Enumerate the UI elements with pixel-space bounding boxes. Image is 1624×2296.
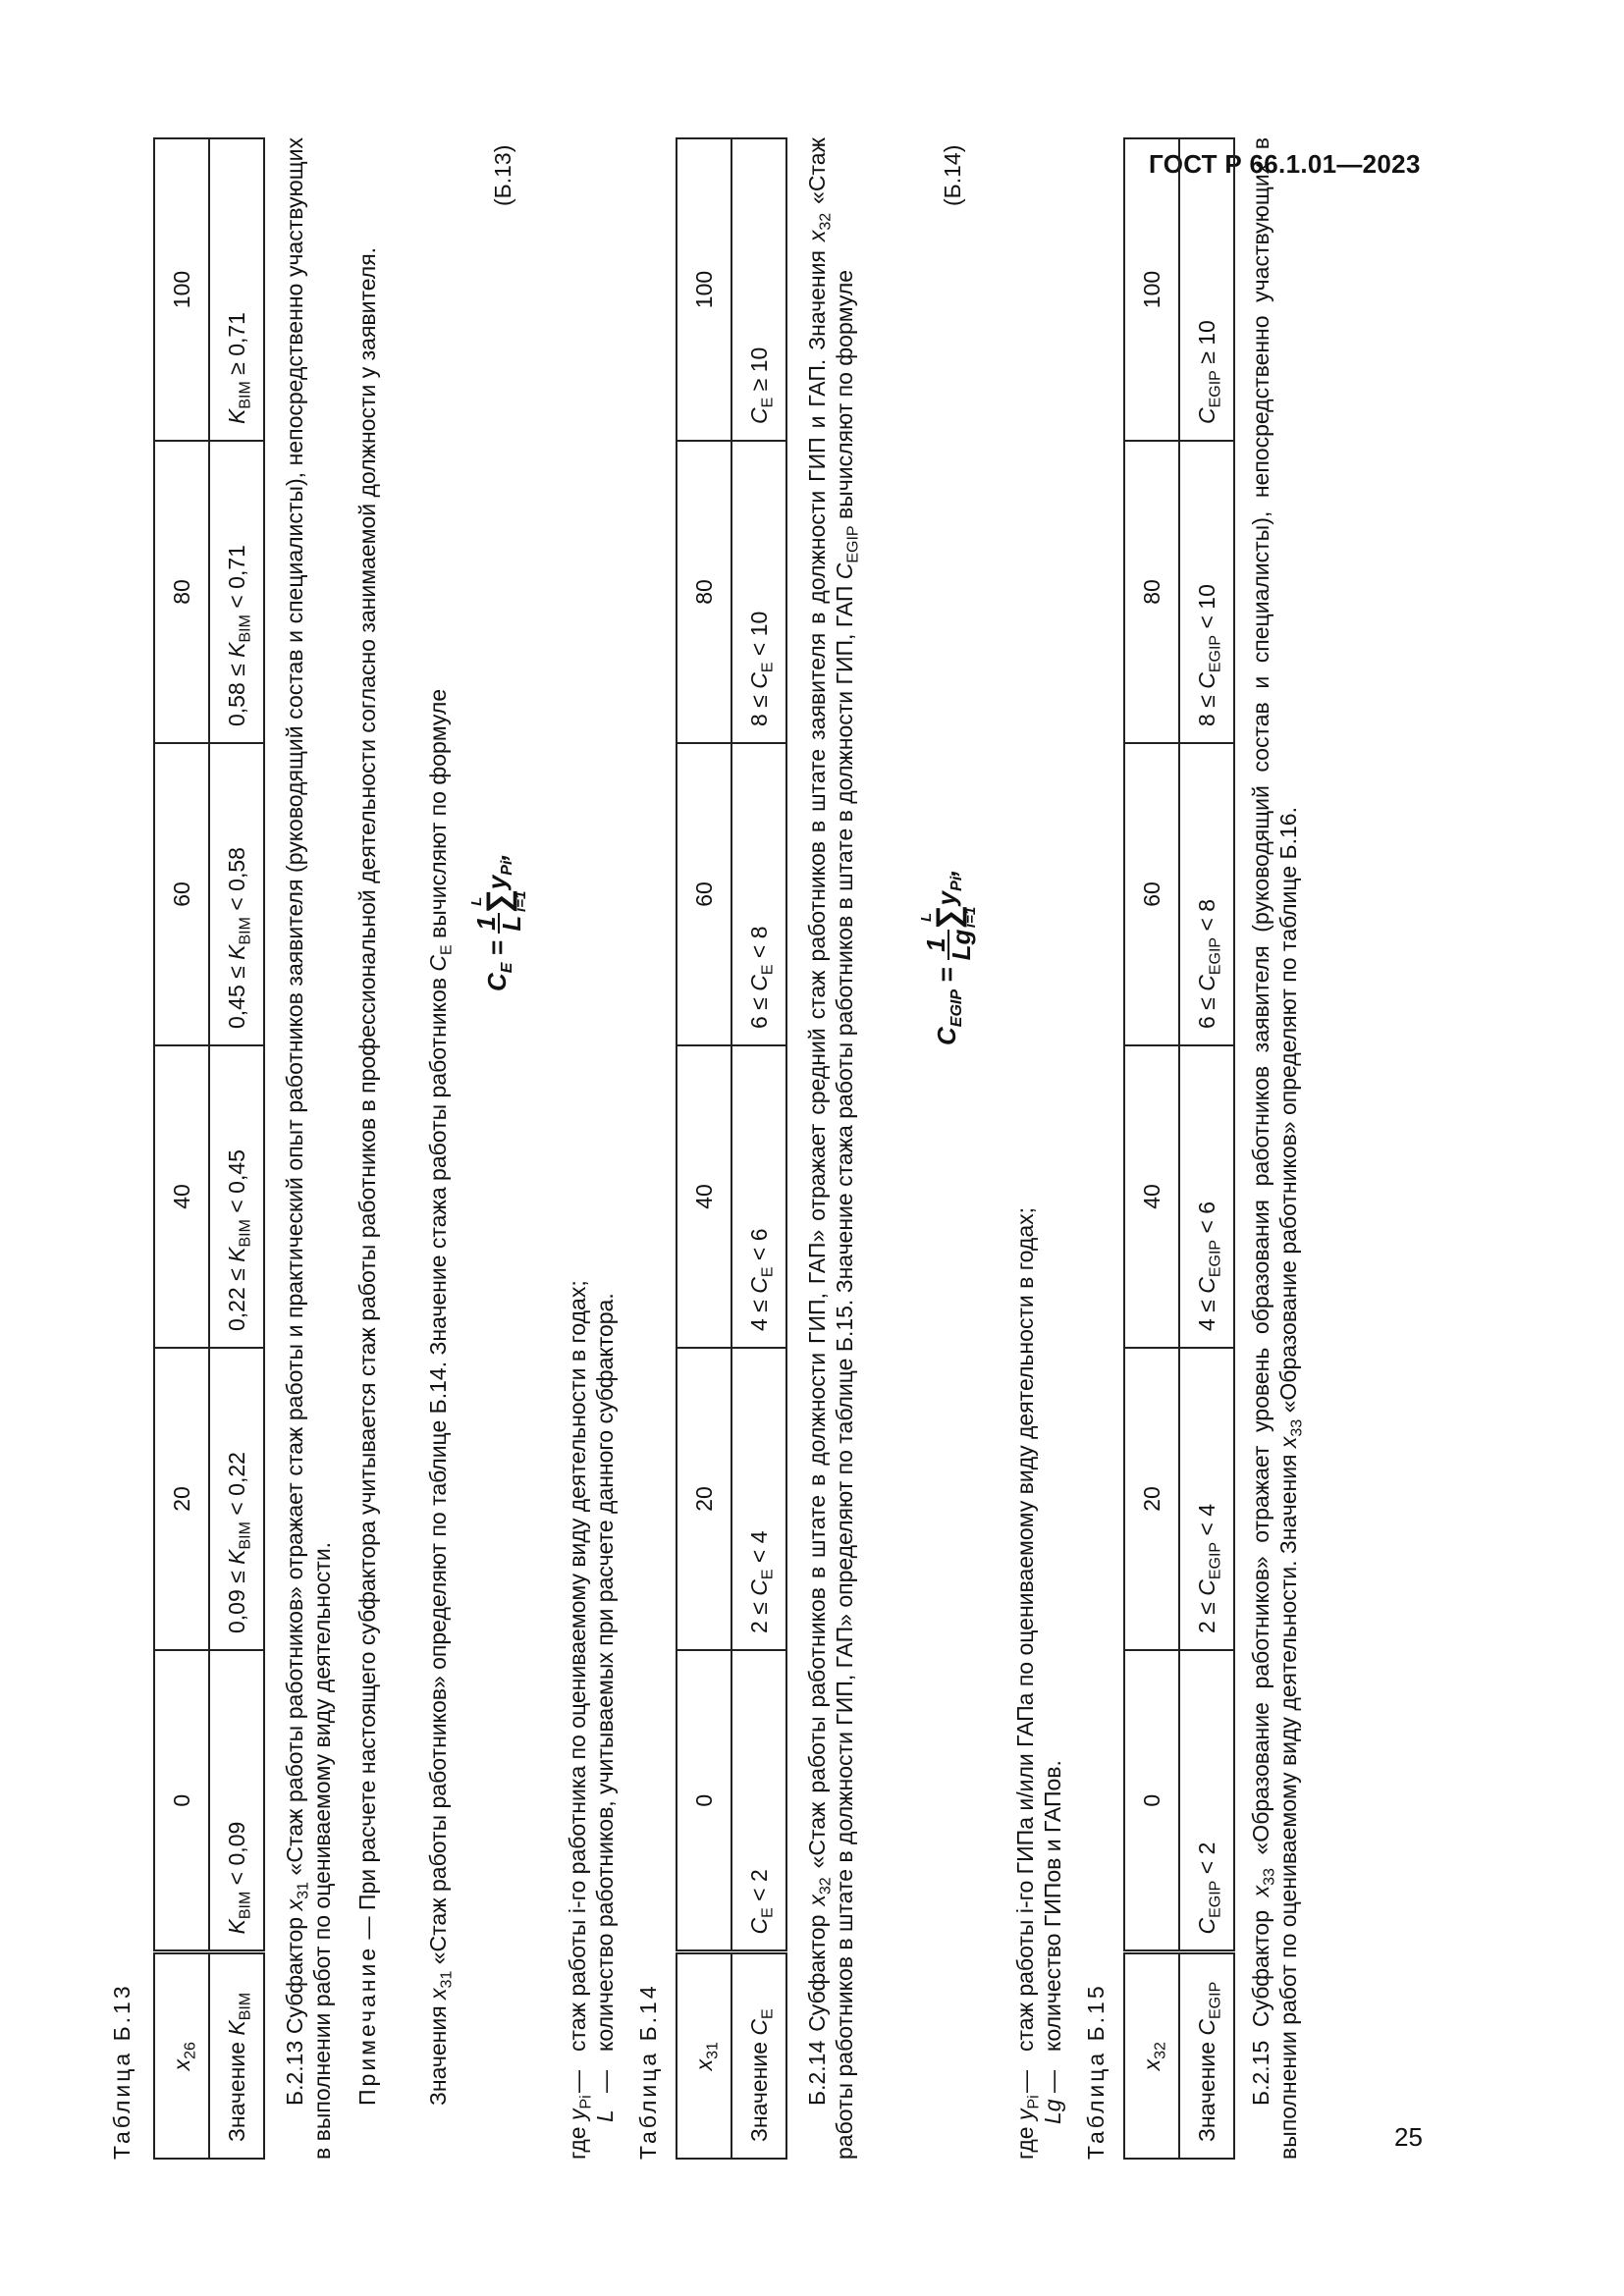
table-cell: $6 \le C_E < 8$ (731, 743, 786, 1045)
table-b13-caption: Таблица Б.13 (109, 1983, 135, 2160)
table-b14-row-label: Значение $C_E$ (731, 1952, 786, 2159)
table-cell: 100 (1124, 138, 1179, 441)
table-cell: $0,58 \le K_{BIM} < 0,71$ (209, 441, 264, 743)
table-b15-caption: Таблица Б.15 (1083, 1983, 1109, 2160)
table-cell: 60 (677, 743, 731, 1045)
table-cell: 60 (1124, 743, 1179, 1045)
table-cell: $K_{BIM} \ge 0,71$ (209, 138, 264, 441)
table-cell: $2 \le C_E < 4$ (731, 1348, 786, 1650)
table-b15 (1123, 137, 1235, 2160)
table-row (1179, 138, 1234, 2159)
table-cell: 80 (1124, 441, 1179, 743)
table-cell: $0,22 \le K_{BIM} < 0,45$ (209, 1045, 264, 1348)
table-cell: 0 (677, 1650, 731, 1952)
table-cell: 40 (154, 1045, 209, 1348)
table-cell: 20 (154, 1348, 209, 1650)
table-cell: $4 \le C_E < 6$ (731, 1045, 786, 1348)
formula-b14: $C_{EGIP}$ = 1 Lg L ∑ i=1 $y_{Pi}$, (918, 869, 979, 1045)
table-cell: 80 (677, 441, 731, 743)
table-cell: 60 (154, 743, 209, 1045)
table-cell: $6 \le C_{EGIP} < 8$ (1179, 743, 1234, 1045)
page-number: 25 (1394, 2122, 1423, 2152)
table-cell: $2 \le C_{EGIP} < 4$ (1179, 1348, 1234, 1650)
table-cell: $0,09 \le K_{BIM} < 0,22$ (209, 1348, 264, 1650)
table-row (154, 138, 209, 2159)
table-cell: $8 \le C_{EGIP} < 10$ (1179, 441, 1234, 743)
table-cell: $C_{EGIP} \ge 10$ (1179, 138, 1234, 441)
table-cell: 100 (677, 138, 731, 441)
rotated-page-content: Таблица Б.13 $x_{26}$ 0 20 40 60 80 100 Значение $K_{BIM}$ $K_{BIM} < 0,09$ $0,09 \le K_{BIM} < 0,22$ $0,22 \le K_{BIM} < 0,45$ $0,45 \le K_{BIM} < 0,58$ $0,58 \le K_{BIM} < 0,71$ $K_{BIM} \ge 0,71$ Б.2.13 Субфактор $x_{31}$ «Стаж работы работников» отражает стаж работы и практический опыт работников заявителя (руководящий состав и специалисты), непосредственно участвующих в выполнении работ по оцениваемому виду деятельности. Примечание — При расчете настоящего субфактора учитывается стаж работы работников в профессиональной деятельности согласно занимаемой должности у заявителя. Значения $x_{31}$ «Стаж работы работников» определяют по таблице Б.14. Значение стажа работы работников $C_E$ вычисляют по формуле $C_E$ = 1 L L ∑ i=1 $y_{Pi}$, (Б.13) где $y_{Pi}$ — стаж работы i-го работника по оцениваемому виду деятельности в годах; L — количество работников, учитываемых при расчете данного субфактора. Таблица Б.14 $x_{31}$ 0 20 40 60 80 100 Значение $C_E$ $C_E < 2$ $2 \le C_E < 4$ $4 \le C_E < 6$ $6 \le C_E < 8$ $8 \le C_E < 10$ $C_E \ge 10$ Б.2.14 Субфактор $x_{32}$ «Стаж работы работников в штате в должности ГИП, ГАП» отражает средний стаж работников в штате заявителя в должности ГИП и ГАП. Значения $x_{32}$ «Стаж работы работников в штате в должности ГИП, ГАП» определяют по таблице Б.15. Значение стажа работы работников в штате в должности ГИП, ГАП $C_{EGIP}$ вычисляют по формуле $C_{EGIP}$ = 1 Lg L ∑ i=1 $y_{Pi}$, (Б.14) где $y_{Pi}$ — стаж работы i-го ГИПа и/или ГАПа по оцениваемому виду деятельности в годах; Lg — количество ГИПов и ГАПов. Таблица Б.15 $x_{32}$ 0 20 40 60 80 100 Значение $C_{EGIP}$ $C_{EGIP} < 2$ $2 \le C_{EGIP} < 4$ $4 \le C_{EGIP} < 6$ $6 \le C_{EGIP} < 8$ $8 \le C_{EGIP} < 10$ $C_{EGIP} \ge 10$ Б.2.15 Субфактор $x_{33}$ «Образование работников» отражает уровень образования работников заявителя (руководящий состав и специалисты), непосредственно участвующих в выполнении работ по оцениваемому виду деятельности. Значения $x_{33}$ «Образование работников» определяют по таблице Б.16. (109, 137, 1306, 2160)
table-cell: $4 \le C_{EGIP} < 6$ (1179, 1045, 1234, 1348)
table-b13 (153, 137, 265, 2160)
paragraph-b215: Б.2.15 Субфактор $x_{33}$ «Образование работников» отражает уровень образования работников заявителя (руководящий состав и специалисты), непосредственно участвующих в выполнении работ по оцениваемому виду деятельности. Значения $x_{33}$ «Образование работников» определяют по таблице Б.16. (1248, 137, 1306, 2160)
formula-b14-number: (Б.14) (940, 144, 965, 206)
table-b14 (676, 137, 787, 2160)
table-row (677, 138, 731, 2159)
table-b14-header-cell: $x_{31}$ (677, 1952, 731, 2159)
table-b14-caption: Таблица Б.14 (635, 1983, 661, 2160)
table-cell: $C_E < 2$ (731, 1650, 786, 1952)
note-b213: Примечание — При расчете настоящего субфактора учитывается стаж работы работников в профессиональной деятельности согласно занимаемой должности у заявителя. (354, 246, 380, 2106)
table-cell: $K_{BIM} < 0,09$ (209, 1650, 264, 1952)
formula-b13-fraction: 1 L (474, 913, 523, 933)
table-cell: $C_E \ge 10$ (731, 138, 786, 441)
formula-b13: $C_E$ = 1 L L ∑ i=1 $y_{Pi}$, (468, 853, 529, 991)
table-cell: 80 (154, 441, 209, 743)
document-header-code: ГОСТ Р 66.1.01—2023 (1149, 149, 1421, 179)
table-cell: $C_{EGIP} < 2$ (1179, 1650, 1234, 1952)
table-cell: 0 (154, 1650, 209, 1952)
table-cell: 0 (1124, 1650, 1179, 1952)
formula-b13-sum: L ∑ i=1 (468, 889, 529, 914)
table-cell: 20 (1124, 1348, 1179, 1650)
table-row (731, 138, 786, 2159)
table-b15-row-label: Значение $C_{EGIP}$ (1179, 1952, 1234, 2159)
table-b15-header-cell: $x_{32}$ (1124, 1952, 1179, 2159)
formula-b13-number: (Б.13) (490, 144, 515, 206)
table-cell: 40 (1124, 1045, 1179, 1348)
table-cell: 20 (677, 1348, 731, 1650)
paragraph-b214: Б.2.14 Субфактор $x_{32}$ «Стаж работы работников в штате в должности ГИП, ГАП» отражает средний стаж работников в штате заявителя в должности ГИП и ГАП. Значения $x_{32}$ «Стаж работы работников в штате в должности ГИП, ГАП» определяют по таблице Б.15. Значение стажа работы работников в штате в должности ГИП, ГАП $C_{EGIP}$ вычисляют по формуле (804, 137, 862, 2160)
paragraph-b213: Б.2.13 Субфактор $x_{31}$ «Стаж работы работников» отражает стаж работы и практический опыт работников заявителя (руководящий состав и специалисты), непосредственно участвующих в выполнении работ по оцениваемому виду деятельности. (282, 137, 335, 2160)
table-row (1124, 138, 1179, 2159)
table-cell: 40 (677, 1045, 731, 1348)
formula-b14-sum: L ∑ i=1 (918, 905, 979, 930)
table-cell: 100 (154, 138, 209, 441)
formula-b14-fraction: 1 Lg (921, 929, 976, 961)
table-b13-header-cell: $x_{26}$ (154, 1952, 209, 2159)
table-row (209, 138, 264, 2159)
paragraph-b213-values: Значения $x_{31}$ «Стаж работы работников» определяют по таблице Б.14. Значение стажа работы работников $C_E$ вычисляют по формуле (425, 688, 456, 2106)
table-cell: $8 \le C_E < 10$ (731, 441, 786, 743)
table-b13-row-label: Значение $K_{BIM}$ (209, 1952, 264, 2159)
table-cell: $0,45 \le K_{BIM} < 0,58$ (209, 743, 264, 1045)
